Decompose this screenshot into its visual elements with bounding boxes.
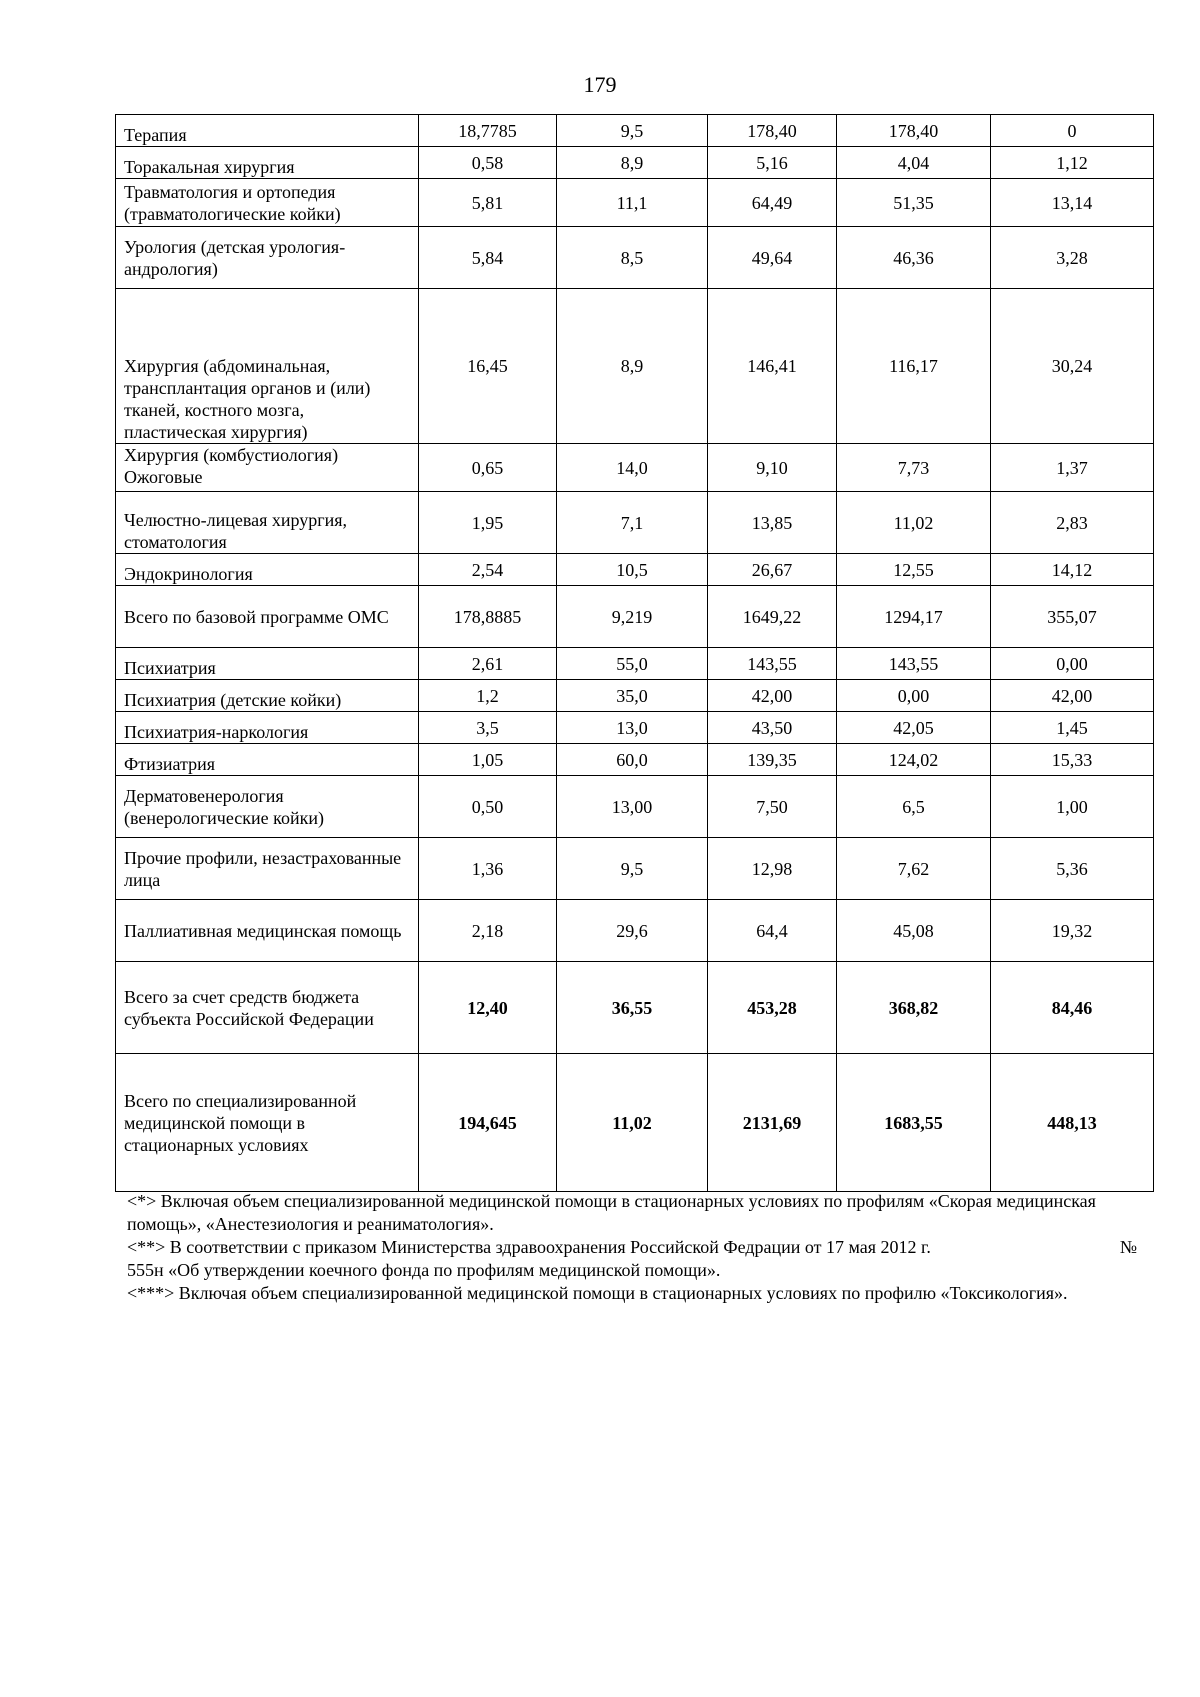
row-label: Психиатрия (детские койки) bbox=[116, 680, 419, 712]
row-value: 8,9 bbox=[557, 147, 708, 179]
table-row bbox=[116, 554, 1154, 586]
row-label: Хирургия (комбустиология) Ожоговые bbox=[116, 444, 419, 492]
row-value: 7,62 bbox=[837, 838, 991, 900]
table-row bbox=[116, 492, 1154, 554]
row-value: 194,645 bbox=[419, 1054, 557, 1192]
row-value: 7,1 bbox=[557, 492, 708, 554]
table-row bbox=[116, 680, 1154, 712]
row-value: 116,17 bbox=[837, 289, 991, 444]
row-label: Прочие профили, незастрахованные лица bbox=[116, 838, 419, 900]
table-row bbox=[116, 227, 1154, 289]
row-value: 9,219 bbox=[557, 586, 708, 648]
row-label: Терапия bbox=[116, 115, 419, 147]
row-value: 2,54 bbox=[419, 554, 557, 586]
row-value: 3,28 bbox=[991, 227, 1154, 289]
page-number: 179 bbox=[583, 72, 617, 97]
row-value: 355,07 bbox=[991, 586, 1154, 648]
row-value: 29,6 bbox=[557, 900, 708, 962]
row-value: 0,58 bbox=[419, 147, 557, 179]
row-value: 143,55 bbox=[708, 648, 837, 680]
row-value: 18,7785 bbox=[419, 115, 557, 147]
row-value: 1,12 bbox=[991, 147, 1154, 179]
row-value: 2,61 bbox=[419, 648, 557, 680]
row-value: 453,28 bbox=[708, 962, 837, 1054]
row-value: 19,32 bbox=[991, 900, 1154, 962]
row-value: 12,40 bbox=[419, 962, 557, 1054]
row-value: 3,5 bbox=[419, 712, 557, 744]
row-value: 146,41 bbox=[708, 289, 837, 444]
footnote-1: <*> Включая объем специализированной медицинской помощи в стационарных условиях по профилям «Скорая медицинская помощь», «Анестезиология и реаниматология». bbox=[127, 1191, 1096, 1234]
table-row bbox=[116, 1054, 1154, 1192]
row-value: 14,12 bbox=[991, 554, 1154, 586]
row-value: 9,10 bbox=[708, 444, 837, 492]
row-value: 11,02 bbox=[837, 492, 991, 554]
row-value: 1649,22 bbox=[708, 586, 837, 648]
row-label: Челюстно-лицевая хирургия, стоматология bbox=[116, 492, 419, 554]
row-label: Фтизиатрия bbox=[116, 744, 419, 776]
row-value: 46,36 bbox=[837, 227, 991, 289]
row-label: Хирургия (абдоминальная, трансплантация органов и (или) тканей, костного мозга, пластическая хирургия) bbox=[116, 289, 419, 444]
row-value: 0,50 bbox=[419, 776, 557, 838]
row-label: Всего по базовой программе ОМС bbox=[116, 586, 419, 648]
row-label: Дерматовенерология (венерологические койки) bbox=[116, 776, 419, 838]
row-value: 0 bbox=[991, 115, 1154, 147]
row-value: 60,0 bbox=[557, 744, 708, 776]
table-row bbox=[116, 648, 1154, 680]
row-value: 1,36 bbox=[419, 838, 557, 900]
row-label: Психиатрия-наркология bbox=[116, 712, 419, 744]
table-row bbox=[116, 962, 1154, 1054]
row-value: 11,1 bbox=[557, 179, 708, 227]
row-value: 7,50 bbox=[708, 776, 837, 838]
row-value: 1,2 bbox=[419, 680, 557, 712]
row-value: 8,5 bbox=[557, 227, 708, 289]
table-row bbox=[116, 776, 1154, 838]
row-value: 1294,17 bbox=[837, 586, 991, 648]
row-value: 13,00 bbox=[557, 776, 708, 838]
row-value: 448,13 bbox=[991, 1054, 1154, 1192]
row-value: 1,95 bbox=[419, 492, 557, 554]
row-value: 5,16 bbox=[708, 147, 837, 179]
table-row bbox=[116, 115, 1154, 147]
table-row bbox=[116, 586, 1154, 648]
row-value: 1,45 bbox=[991, 712, 1154, 744]
row-value: 64,4 bbox=[708, 900, 837, 962]
row-value: 0,65 bbox=[419, 444, 557, 492]
table-body bbox=[116, 115, 1154, 1192]
row-value: 55,0 bbox=[557, 648, 708, 680]
table-row bbox=[116, 444, 1154, 492]
row-value: 2,83 bbox=[991, 492, 1154, 554]
table-row bbox=[116, 179, 1154, 227]
row-value: 368,82 bbox=[837, 962, 991, 1054]
table-row bbox=[116, 147, 1154, 179]
row-value: 84,46 bbox=[991, 962, 1154, 1054]
row-value: 178,8885 bbox=[419, 586, 557, 648]
row-value: 9,5 bbox=[557, 115, 708, 147]
footnote-2-number-sign: № bbox=[1119, 1237, 1137, 1257]
row-label: Паллиативная медицинская помощь bbox=[116, 900, 419, 962]
row-value: 7,73 bbox=[837, 444, 991, 492]
footnote-2 bbox=[127, 1236, 1147, 1259]
row-value: 11,02 bbox=[557, 1054, 708, 1192]
row-value: 1,05 bbox=[419, 744, 557, 776]
footnotes bbox=[127, 1190, 1147, 1305]
row-value: 6,5 bbox=[837, 776, 991, 838]
row-value: 42,00 bbox=[991, 680, 1154, 712]
row-value: 16,45 bbox=[419, 289, 557, 444]
row-label: Эндокринология bbox=[116, 554, 419, 586]
row-value: 5,81 bbox=[419, 179, 557, 227]
row-value: 2,18 bbox=[419, 900, 557, 962]
row-label: Травматология и ортопедия (травматологические койки) bbox=[116, 179, 419, 227]
row-value: 5,84 bbox=[419, 227, 557, 289]
row-value: 43,50 bbox=[708, 712, 837, 744]
table-row bbox=[116, 289, 1154, 444]
row-value: 9,5 bbox=[557, 838, 708, 900]
row-value: 42,00 bbox=[708, 680, 837, 712]
row-value: 64,49 bbox=[708, 179, 837, 227]
row-value: 42,05 bbox=[837, 712, 991, 744]
row-value: 1683,55 bbox=[837, 1054, 991, 1192]
row-label: Всего по специализированной медицинской помощи в стационарных условиях bbox=[116, 1054, 419, 1192]
row-value: 1,00 bbox=[991, 776, 1154, 838]
row-label: Урология (детская урология-андрология) bbox=[116, 227, 419, 289]
row-value: 5,36 bbox=[991, 838, 1154, 900]
row-value: 15,33 bbox=[991, 744, 1154, 776]
row-value: 13,85 bbox=[708, 492, 837, 554]
row-value: 178,40 bbox=[837, 115, 991, 147]
row-value: 2131,69 bbox=[708, 1054, 837, 1192]
row-value: 12,55 bbox=[837, 554, 991, 586]
row-value: 143,55 bbox=[837, 648, 991, 680]
row-label: Психиатрия bbox=[116, 648, 419, 680]
row-value: 13,14 bbox=[991, 179, 1154, 227]
row-value: 124,02 bbox=[837, 744, 991, 776]
row-value: 10,5 bbox=[557, 554, 708, 586]
row-value: 0,00 bbox=[991, 648, 1154, 680]
row-value: 30,24 bbox=[991, 289, 1154, 444]
table-row bbox=[116, 712, 1154, 744]
row-value: 4,04 bbox=[837, 147, 991, 179]
row-value: 1,37 bbox=[991, 444, 1154, 492]
row-value: 36,55 bbox=[557, 962, 708, 1054]
row-value: 178,40 bbox=[708, 115, 837, 147]
row-value: 26,67 bbox=[708, 554, 837, 586]
footnote-2-line-1: <**> В соответствии с приказом Министерства здравоохранения Российской Федрации от 17 мая 2012 г. bbox=[127, 1237, 931, 1257]
row-value: 13,0 bbox=[557, 712, 708, 744]
row-value: 45,08 bbox=[837, 900, 991, 962]
beds-table bbox=[115, 114, 1154, 1192]
table-row bbox=[116, 744, 1154, 776]
row-value: 14,0 bbox=[557, 444, 708, 492]
row-value: 12,98 bbox=[708, 838, 837, 900]
table-row bbox=[116, 838, 1154, 900]
row-value: 139,35 bbox=[708, 744, 837, 776]
table-row bbox=[116, 900, 1154, 962]
row-value: 51,35 bbox=[837, 179, 991, 227]
row-value: 49,64 bbox=[708, 227, 837, 289]
footnote-3: <***> Включая объем специализированной медицинской помощи в стационарных условиях по профилю «Токсикология». bbox=[127, 1283, 1068, 1303]
row-value: 0,00 bbox=[837, 680, 991, 712]
row-label: Торакальная хирургия bbox=[116, 147, 419, 179]
row-label: Всего за счет средств бюджета субъекта Российской Федерации bbox=[116, 962, 419, 1054]
row-value: 8,9 bbox=[557, 289, 708, 444]
footnote-2-line-2: 555н «Об утверждении коечного фонда по профилям медицинской помощи». bbox=[127, 1260, 721, 1280]
row-value: 35,0 bbox=[557, 680, 708, 712]
